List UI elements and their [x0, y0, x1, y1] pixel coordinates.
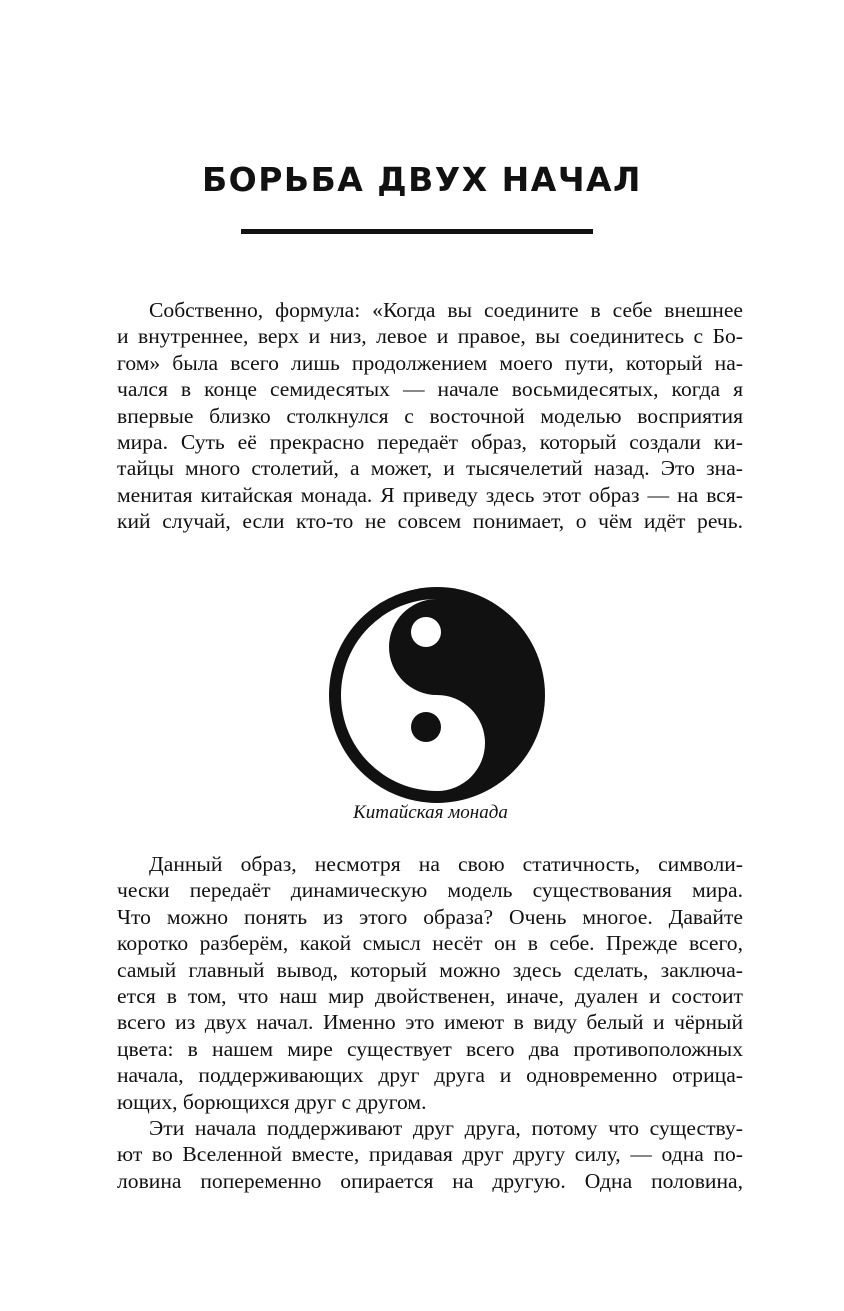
text-line: чался в конце семидесятых — начале восьмидесятых, когда я — [117, 377, 743, 402]
text-line: всего из двух начал. Именно это имеют в виду белый и чёрный — [117, 1010, 743, 1035]
text-line: и внутреннее, верх и низ, левое и правое, вы соединитесь с Бо- — [117, 324, 743, 349]
text-line: самый главный вывод, который можно здесь сделать, заключа- — [117, 957, 743, 982]
text-line: ется в том, что наш мир двойственен, иначе, дуален и состоит — [117, 984, 743, 1009]
page-title: БОРЬБА ДВУХ НАЧАЛ — [202, 160, 642, 199]
text-line: тайцы много столетий, а может, и тысячелетий назад. Это зна- — [117, 456, 743, 481]
text-line: ловина попеременно опирается на другую. Одна половина, — [117, 1168, 743, 1193]
text-line: ющих, борющихся друг с другом. — [117, 1089, 427, 1114]
text-line: Что можно понять из этого образа? Очень многое. Давайте — [117, 904, 743, 929]
title-rule — [241, 229, 593, 234]
text-line: чески передаёт динамическую модель существования мира. — [117, 878, 743, 903]
paragraph-3 — [117, 1115, 743, 1194]
text-line: ют во Вселенной вместе, придавая друг другу силу, — одна по- — [117, 1142, 743, 1167]
text-line: гом» была всего лишь продолжением моего пути, который на- — [117, 350, 743, 375]
text-line: начала, поддерживающих друг друга и одновременно отрица- — [117, 1063, 743, 1088]
figure-caption: Китайская монада — [353, 802, 508, 823]
text-line: Эти начала поддерживают друг друга, потому что существу- — [149, 1116, 743, 1140]
text-line: менитая китайская монада. Я приведу здесь этот образ — на вся- — [117, 482, 743, 507]
paragraph-2 — [117, 851, 743, 1115]
paragraph-1 — [117, 297, 743, 535]
text-line: мира. Суть её прекрасно передаёт образ, который создали ки- — [117, 430, 743, 455]
text-line: Данный образ, несмотря на свою статичность, символи- — [149, 852, 743, 876]
text-line: впервые близко столкнулся с восточной моделью восприятия — [117, 403, 743, 428]
yin-yang-icon — [329, 587, 545, 803]
text-line: коротко разберём, какой смысл несёт он в себе. Прежде всего, — [117, 931, 743, 956]
text-line: Собственно, формула: «Когда вы соедините в себе внешнее — [149, 298, 743, 322]
text-line: кий случай, если кто-то не совсем понимает, о чём идёт речь. — [117, 509, 743, 534]
text-line: цвета: в нашем мире существует всего два противоположных — [117, 1036, 743, 1061]
